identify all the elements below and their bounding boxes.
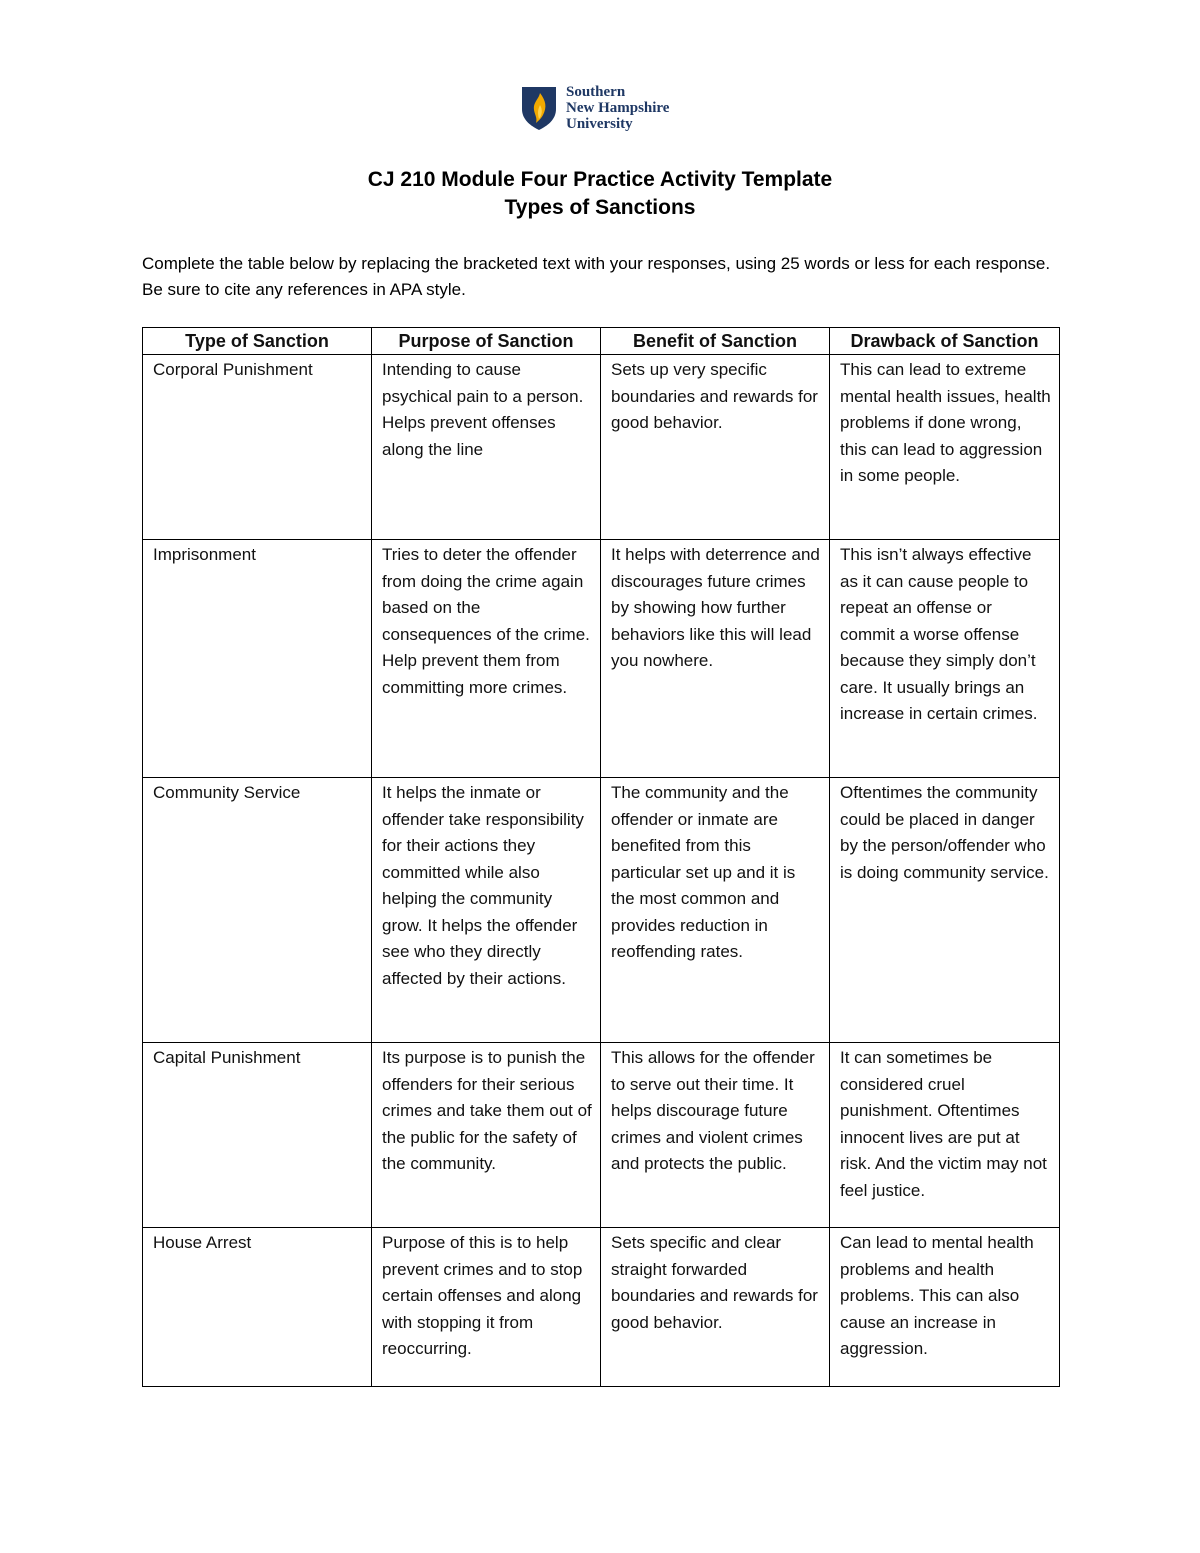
cell-type: Capital Punishment [143,1043,372,1228]
table-row [143,1043,1060,1228]
cell-drawback: Oftentimes the community could be placed in danger by the person/offender who is doing community service. [830,778,1060,1043]
cell-purpose: Tries to deter the offender from doing the crime again based on the consequences of the crime. Help prevent them from committing more crimes. [372,540,601,778]
cell-type: Imprisonment [143,540,372,778]
instructions-paragraph: Complete the table below by replacing the bracketed text with your responses, using 25 words or less for each response. Be sure to cite any references in APA style. [142,254,1051,299]
document-subtitle: Types of Sanctions [504,196,696,219]
cell-purpose: Purpose of this is to help prevent crimes and to stop certain offenses and along with stopping it from reoccurring. [372,1228,601,1387]
cell-benefit: It helps with deterrence and discourages future crimes by showing how further behaviors like this will lead you nowhere. [601,540,830,778]
logo-line-3: University [566,116,633,132]
logo-line-2: New Hampshire [566,100,670,116]
shield-flame-icon [520,85,558,131]
cell-benefit: The community and the offender or inmate are benefited from this particular set up and it is the most common and provides reduction in reoffending rates. [601,778,830,1043]
university-logo [520,84,669,132]
cell-drawback: This can lead to extreme mental health issues, health problems if done wrong, this can lead to aggression in some people. [830,355,1060,540]
cell-benefit: Sets up very specific boundaries and rewards for good behavior. [601,355,830,540]
header-purpose-of-sanction: Purpose of Sanction [372,328,601,355]
document-title: CJ 210 Module Four Practice Activity Template [367,168,833,191]
header-drawback-of-sanction: Drawback of Sanction [830,328,1060,355]
cell-purpose: It helps the inmate or offender take responsibility for their actions they committed while also helping the community grow. It helps the offender see who they directly affected by their actions. [372,778,601,1043]
cell-type: Corporal Punishment [143,355,372,540]
cell-drawback: Can lead to mental health problems and health problems. This can also cause an increase in aggression. [830,1228,1060,1387]
table-row [143,355,1060,540]
table-row [143,1228,1060,1387]
cell-benefit: Sets specific and clear straight forwarded boundaries and rewards for good behavior. [601,1228,830,1387]
table-header-row [143,328,1060,355]
document-heading [0,166,1200,222]
header-benefit-of-sanction: Benefit of Sanction [601,328,830,355]
university-name [566,84,669,132]
cell-benefit: This allows for the offender to serve out their time. It helps discourage future crimes and violent crimes and protects the public. [601,1043,830,1228]
cell-drawback: This isn’t always effective as it can cause people to repeat an offense or commit a worse offense because they simply don’t care. It usually brings an increase in certain crimes. [830,540,1060,778]
logo-line-1: Southern [566,84,626,100]
cell-purpose: Intending to cause psychical pain to a person. Helps prevent offenses along the line [372,355,601,540]
cell-type: Community Service [143,778,372,1043]
cell-purpose: Its purpose is to punish the offenders for their serious crimes and take them out of the public for the safety of the community. [372,1043,601,1228]
header-type-of-sanction: Type of Sanction [143,328,372,355]
cell-type: House Arrest [143,1228,372,1387]
cell-drawback: It can sometimes be considered cruel punishment. Oftentimes innocent lives are put at risk. And the victim may not feel justice. [830,1043,1060,1228]
table-row [143,540,1060,778]
sanctions-table [142,327,1060,1387]
table-row [143,778,1060,1043]
